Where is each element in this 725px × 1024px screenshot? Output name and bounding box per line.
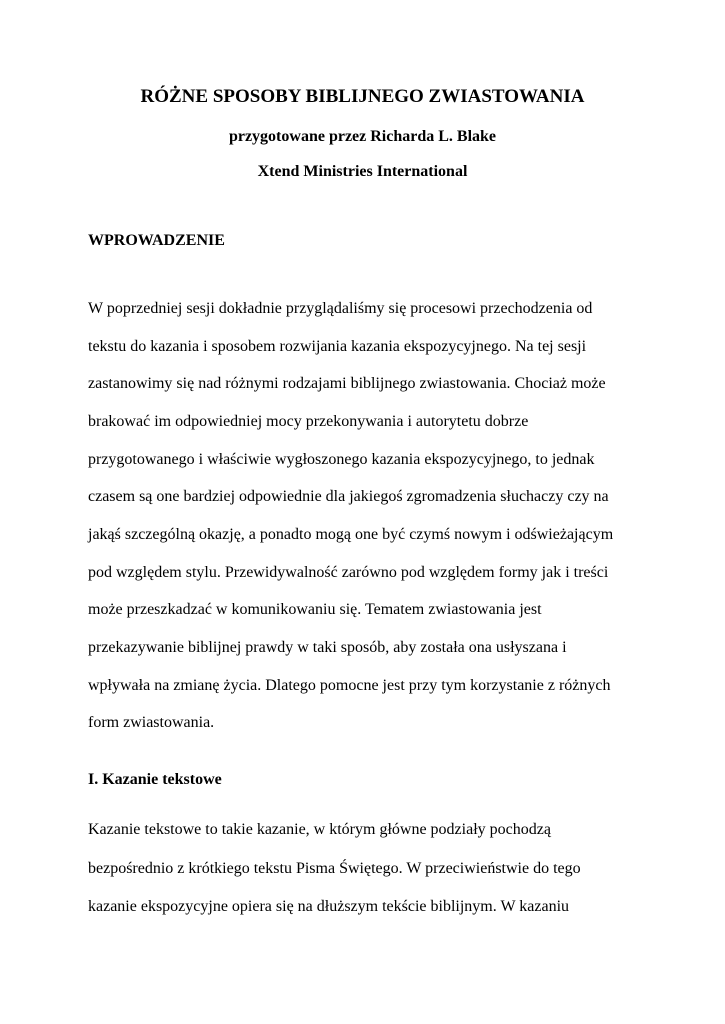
paragraph-line: Kazanie tekstowe to takie kazanie, w którym główne podziały pochodzą bbox=[88, 821, 551, 838]
paragraph-line: czasem są one bardziej odpowiednie dla jakiegoś zgromadzenia słuchaczy czy na bbox=[88, 488, 609, 505]
paragraph-line: kazanie ekspozycyjne opiera się na dłuższym tekście biblijnym. W kazaniu bbox=[88, 898, 570, 915]
paragraph-line: przekazywanie biblijnej prawdy w taki sposób, aby została ona usłyszana i bbox=[88, 639, 567, 656]
section-heading-intro: WPROWADZENIE bbox=[88, 232, 225, 249]
paragraph-line: form zwiastowania. bbox=[88, 714, 215, 731]
document-author: przygotowane przez Richarda L. Blake bbox=[228, 128, 497, 145]
document-title: RÓŻNE SPOSOBY BIBLIJNEGO ZWIASTOWANIA bbox=[140, 86, 585, 107]
paragraph-line: wpływała na zmianę życia. Dlatego pomocne jest przy tym korzystanie z różnych bbox=[88, 677, 611, 694]
paragraph-line: bezpośrednio z krótkiego tekstu Pisma Świętego. W przeciwieństwie do tego bbox=[88, 860, 581, 877]
document-organization: Xtend Ministries International bbox=[257, 163, 468, 180]
paragraph-line: może przeszkadzać w komunikowaniu się. Tematem zwiastowania jest bbox=[88, 601, 542, 618]
paragraph-line: zastanowimy się nad różnymi rodzajami biblijnego zwiastowania. Chociaż może bbox=[88, 375, 606, 392]
paragraph-line: jakąś szczególną okazję, a ponadto mogą one być czymś nowym i odświeżającym bbox=[88, 526, 614, 543]
paragraph-line: W poprzedniej sesji dokładnie przyglądaliśmy się procesowi przechodzenia od bbox=[88, 300, 593, 317]
section-heading-kazanie-tekstowe: I. Kazanie tekstowe bbox=[88, 771, 222, 788]
paragraph-line: przygotowanego i właściwie wygłoszonego kazania ekspozycyjnego, to jednak bbox=[88, 451, 595, 468]
paragraph-line: tekstu do kazania i sposobem rozwijania kazania ekspozycyjnego. Na tej sesji bbox=[88, 338, 587, 355]
paragraph-line: pod względem stylu. Przewidywalność zarówno pod względem formy jak i treści bbox=[88, 564, 609, 581]
paragraph-line: brakować im odpowiedniej mocy przekonywania i autorytetu dobrze bbox=[88, 413, 529, 430]
